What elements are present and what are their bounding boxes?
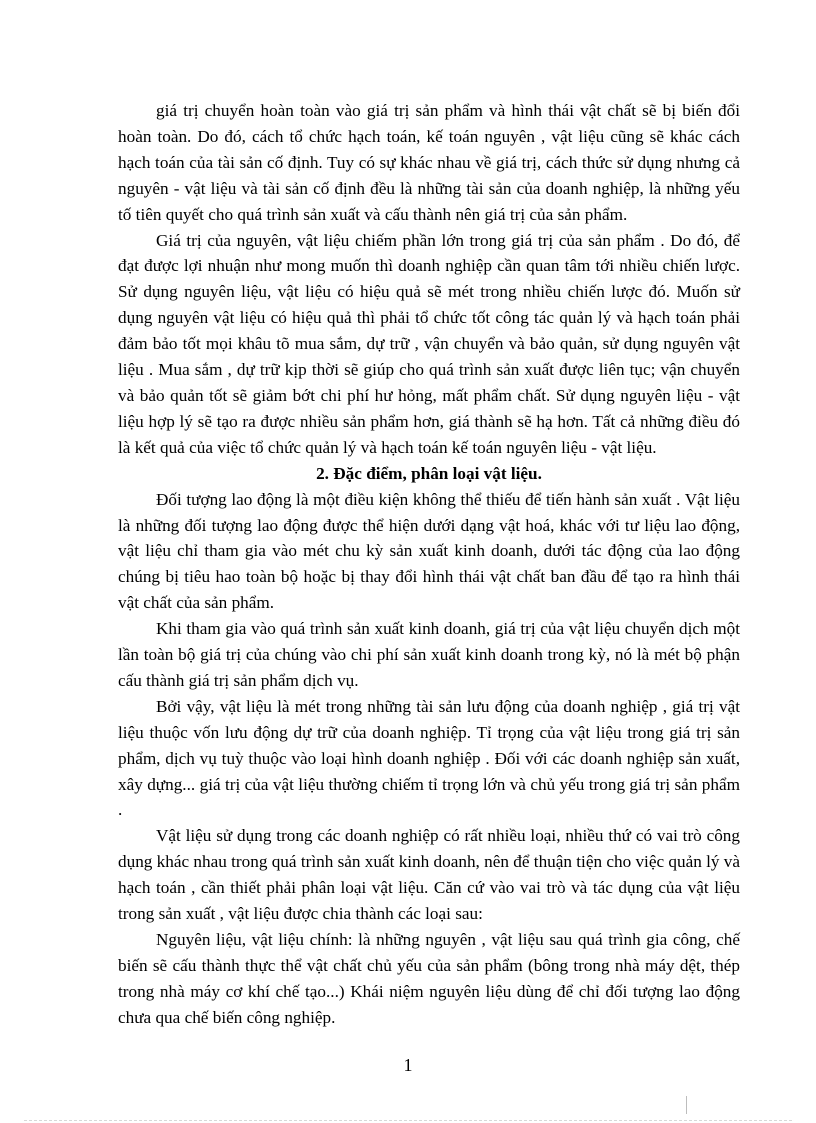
section-heading: 2. Đặc điểm, phân loại vật liệu. — [316, 463, 542, 483]
paragraph: Bởi vậy, vật liệu là mét trong những tài sản lưu động của doanh nghiệp , giá trị vật liệu thuộc vốn lưu động dự trữ của doanh nghiệp. Tỉ trọng của vật liệu trong giá trị sản phẩm, dịch vụ tuỳ thuộc vào loại hình doanh nghiệp . Đối với các doanh nghiệp sản xuất, xây dựng... giá trị của vật liệu thường chiếm tỉ trọng lớn và chủ yếu trong giá trị sản phẩm . — [118, 696, 740, 820]
paragraph: Khi tham gia vào quá trình sản xuất kinh doanh, giá trị của vật liệu chuyển dịch một lần toàn bộ giá trị của chúng vào chi phí sản xuất kinh doanh trong kỳ, nó là mét bộ phận cấu thành giá trị sản phẩm dịch vụ. — [118, 619, 740, 690]
document-body — [118, 98, 740, 1031]
paragraph: Giá trị của nguyên, vật liệu chiếm phần lớn trong giá trị của sản phẩm . Do đó, để đạt được lợi nhuận như mong muốn thì doanh nghiệp cần quan tâm tới nhiều chiến lược. Sử dụng nguyên liệu, vật liệu có hiệu quả sẽ mét trong nhiều chiến lược đó. Muốn sử dụng nguyên vật liệu có hiệu quả thì phải tổ chức tốt công tác quản lý và hạch toán phải đảm bảo tốt mọi khâu tõ mua sắm, dự trữ , vận chuyển và bảo quản, sử dụng nguyên vật liệu . Mua sắm , dự trữ kịp thời sẽ giúp cho quá trình sản xuất được liên tục; vận chuyển và bảo quản tốt sẽ giảm bớt chi phí hư hỏng, mất phẩm chất. Sử dụng nguyên liệu - vật liệu hợp lý sẽ tạo ra được nhiều sản phẩm hơn, giá thành sẽ hạ hơn. Tất cả những điều đó là kết quả của việc tổ chức quản lý và hạch toán kế toán nguyên liệu - vật liệu. — [118, 230, 740, 457]
paragraph: Vật liệu sử dụng trong các doanh nghiệp có rất nhiều loại, nhiều thứ có vai trò công dụng khác nhau trong quá trình sản xuất kinh doanh, nên để thuận tiện cho việc quản lý và hạch toán , cần thiết phải phân loại vật liệu. Căn cứ vào vai trò và tác dụng của vật liệu trong sản xuất , vật liệu được chia thành các loại sau: — [118, 826, 740, 924]
paragraph: Đối tượng lao động là một điều kiện không thể thiếu để tiến hành sản xuất . Vật liệu là những đối tượng lao động được thể hiện dưới dạng vật hoá, khác với tư liệu lao động, vật liệu chỉ tham gia vào mét chu kỳ sản xuất kinh doanh, dưới tác động của lao động chúng bị tiêu hao toàn bộ hoặc bị thay đổi hình thái vật chất ban đầu để tạo ra hình thái vật chất của sản phẩm. — [118, 489, 740, 613]
paragraph: Nguyên liệu, vật liệu chính: là những nguyên , vật liệu sau quá trình gia công, chế biến sẽ cấu thành thực thể vật chất chủ yếu của sản phẩm (bông trong nhà máy dệt, thép trong nhà máy cơ khí chế tạo...) Khái niệm nguyên liệu dùng để chỉ đối tượng lao động chưa qua chế biến công nghiệp. — [118, 930, 740, 1027]
page-number: 1 — [403, 1055, 413, 1075]
page-bottom-border — [24, 1120, 792, 1121]
paragraph: giá trị chuyển hoàn toàn vào giá trị sản phẩm và hình thái vật chất sẽ bị biến đổi hoàn toàn. Do đó, cách tổ chức hạch toán, kế toán nguyên , vật liệu cũng sẽ khác cách hạch toán của tài sản cố định. Tuy có sự khác nhau về giá trị, cách thức sử dụng nhưng cả nguyên - vật liệu và tài sản cố định đều là những tài sản của doanh nghiệp, là những yếu tố tiên quyết cho quá trình sản xuất và cấu thành nên giá trị của sản phẩm. — [118, 101, 740, 224]
page-corner-mark — [686, 1096, 699, 1114]
